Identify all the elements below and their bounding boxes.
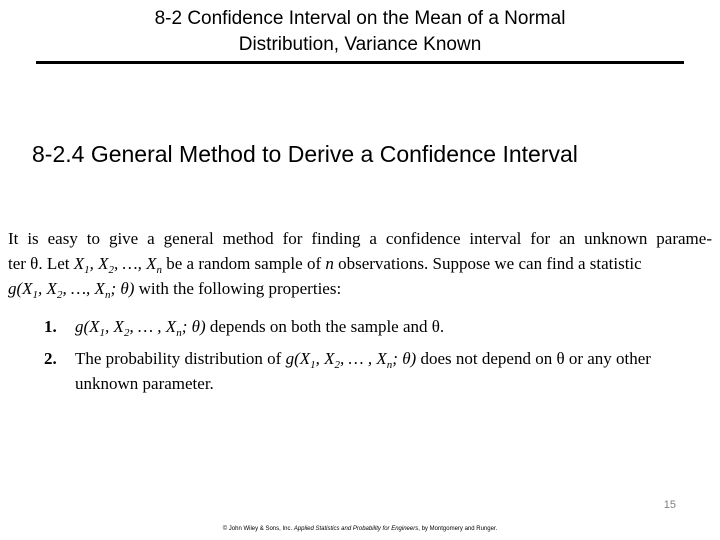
footer-prefix: © John Wiley & Sons, Inc. (222, 526, 294, 532)
footer-suffix: , by Montgomery and Runger. (418, 526, 498, 532)
intro-line-1: It is easy to give a general method for finding a confidence interval for an unknown parame- (8, 229, 712, 248)
slide-title-line-1: 8-2 Confidence Interval on the Mean of a Normal (154, 8, 566, 29)
intro-paragraph (8, 226, 712, 301)
statistic-g: $g(X_1$, $X_2$, … , $X_n$; θ) (75, 317, 206, 339)
property-number: 1. (44, 317, 57, 336)
property-text: does not depend on θ or any other unknown parameter. (75, 349, 651, 393)
sample-variables: $X_1$, $X_2$, …, $X_n$ (73, 254, 163, 276)
title-underline (36, 61, 684, 64)
slide-title-line-2: Distribution, Variance Known (238, 34, 482, 55)
property-number: 2. (44, 349, 57, 368)
intro-text: ter θ. Let (8, 254, 74, 273)
intro-text: with the following properties: (134, 279, 342, 298)
slide-title (40, 6, 680, 58)
statistic-g: $g(X_1$, $X_2$, …, $X_n$; θ) (8, 279, 135, 301)
property-item-2 (8, 346, 712, 396)
property-item-1 (8, 314, 712, 339)
intro-text: be a random sample of (162, 254, 326, 273)
intro-line-3 (8, 276, 712, 301)
statistic-g: $g(X_1$, $X_2$, … , $X_n$; θ) (285, 349, 417, 371)
property-text: The probability distribution of (75, 349, 286, 368)
footer-book-title: Applied Statistics and Probability for Engineers (293, 526, 419, 532)
section-heading: 8-2.4 General Method to Derive a Confidence Interval (32, 141, 578, 167)
sample-size-n: n (325, 254, 334, 273)
copyright-footer (0, 526, 720, 532)
property-text: depends on both the sample and θ. (205, 317, 445, 336)
properties-list (8, 314, 712, 403)
page-number: 15 (663, 499, 676, 511)
intro-text: observations. Suppose we can find a statistic (333, 254, 642, 273)
intro-line-2 (8, 251, 712, 276)
